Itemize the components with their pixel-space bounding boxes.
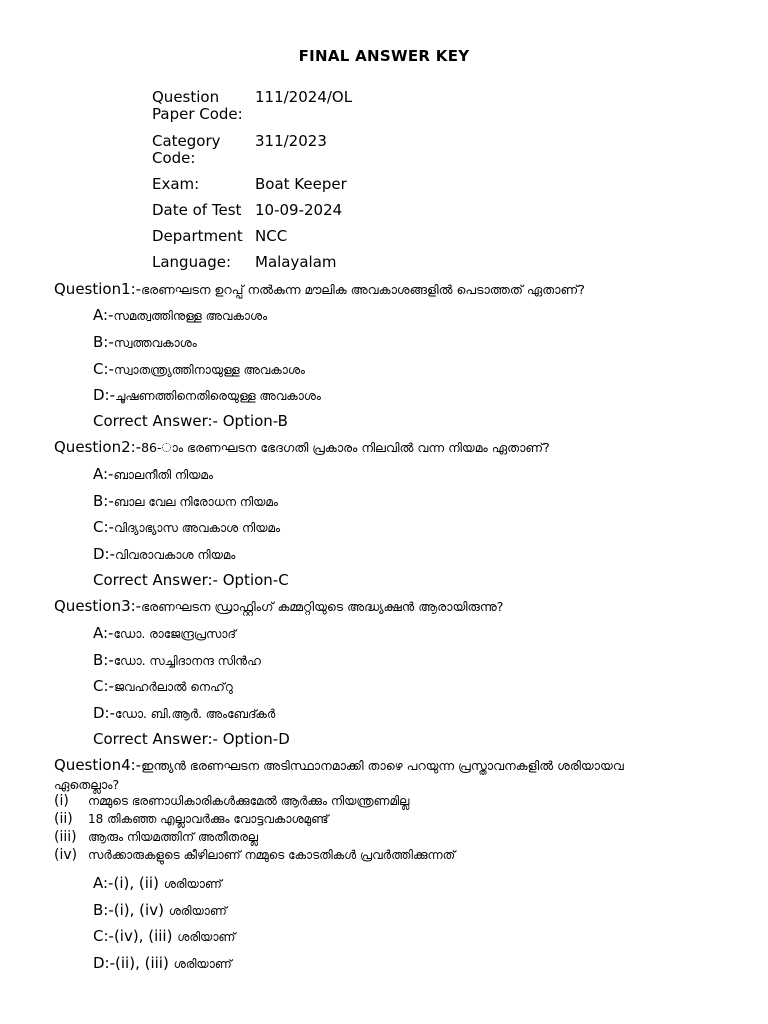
meta-value: Malayalam	[255, 253, 337, 271]
option-prefix: B:-	[93, 901, 114, 919]
option-prefix: C:-	[93, 518, 114, 536]
question-text: 86-ാം ഭരണഘടന ഭേദഗതി പ്രകാരം നിലവിൽ വന്ന നിയമം ഏതാണ്?	[141, 440, 550, 455]
option-text: ഡോ. രാജേന്ദ്രപ്രസാദ്	[113, 627, 236, 641]
question-text: ഭരണഘടന ഡ്രാഫ്റ്റിംഗ് കമ്മറ്റിയുടെ അദ്ധ്യക്ഷൻ ആരായിരുന്നു?	[141, 599, 504, 614]
correct-answer: Correct Answer:- Option-B	[93, 412, 288, 430]
option-text: ജവഹർലാൽ നെഹ്‌റു	[113, 680, 233, 694]
option-d	[93, 954, 232, 972]
option-text: ശരിയാണ്	[177, 930, 236, 944]
meta-label: Category Code:	[152, 132, 221, 167]
statement-number: (ii)	[54, 811, 73, 827]
question-prefix: Question2:-	[54, 438, 142, 456]
option-label: (iv), (iii)	[113, 927, 173, 945]
question-4-line2	[54, 775, 119, 794]
meta-label: Question Paper Code:	[152, 88, 243, 123]
statement-text: 18 തികഞ്ഞ എല്ലാവർക്കും വോട്ടവകാശമുണ്ട്	[88, 812, 329, 826]
meta-value: 311/2023	[255, 132, 327, 150]
page-title: FINAL ANSWER KEY	[298, 47, 470, 65]
option-d	[93, 386, 321, 404]
statement-number: (iii)	[54, 829, 77, 845]
meta-value: NCC	[255, 227, 288, 245]
option-a	[93, 874, 222, 892]
meta-label: Department	[152, 227, 243, 245]
question-text: ഭരണഘടന ഉറപ്പ് നൽകുന്ന മൗലിക അവകാശങ്ങളിൽ പെടാത്തത് ഏതാണ്?	[141, 282, 585, 297]
option-text: സമത്വത്തിനുള്ള അവകാശം	[113, 309, 268, 323]
question-prefix: Question1:-	[54, 280, 142, 298]
option-prefix: B:-	[93, 492, 114, 510]
option-prefix: A:-	[93, 874, 114, 892]
option-prefix: A:-	[93, 465, 114, 483]
question-text: ഏതെല്ലാം?	[54, 777, 120, 792]
option-d	[93, 704, 275, 722]
option-text: വിദ്യാഭ്യാസ അവകാശ നിയമം	[113, 521, 281, 535]
option-b	[93, 492, 278, 510]
option-a	[93, 465, 213, 483]
option-b	[93, 333, 197, 351]
meta-value: Boat Keeper	[255, 175, 347, 193]
option-prefix: B:-	[93, 333, 114, 351]
option-label: (i), (ii)	[113, 874, 159, 892]
question-3	[54, 597, 503, 616]
option-prefix: A:-	[93, 624, 114, 642]
option-prefix: D:-	[93, 954, 116, 972]
statement-iii	[54, 829, 258, 845]
meta-label: Exam:	[152, 175, 200, 193]
option-prefix: D:-	[93, 545, 116, 563]
option-prefix: B:-	[93, 651, 114, 669]
option-prefix: C:-	[93, 927, 114, 945]
option-c	[93, 518, 280, 536]
option-text: ശരിയാണ്	[163, 877, 222, 891]
statement-text: സർക്കാരുകളുടെ കീഴിലാണ് നമ്മുടെ കോടതികൾ പ്രവർത്തിക്കുന്നത്	[88, 848, 456, 862]
option-label: (i), (iv)	[113, 901, 164, 919]
statement-number: (i)	[54, 793, 69, 809]
option-prefix: C:-	[93, 360, 114, 378]
meta-label: Language:	[152, 253, 232, 271]
option-text: ശരിയാണ്	[173, 957, 232, 971]
option-text: സ്വത്തവകാശം	[113, 336, 197, 350]
option-text: ഡോ. സച്ചിദാനന്ദ സിൻഹ	[113, 654, 261, 668]
option-text: ബാലനീതി നിയമം	[113, 468, 213, 482]
option-d	[93, 545, 235, 563]
option-c	[93, 360, 305, 378]
option-text: ശരിയാണ്	[168, 904, 227, 918]
option-prefix: A:-	[93, 306, 114, 324]
option-text: വിവരാവകാശ നിയമം	[115, 548, 236, 562]
option-text: ചൂഷണത്തിനെതിരെയുള്ള അവകാശം	[115, 389, 321, 403]
question-prefix: Question4:-	[54, 756, 142, 774]
correct-answer: Correct Answer:- Option-C	[93, 571, 289, 589]
option-prefix: D:-	[93, 386, 116, 404]
option-label: (ii), (iii)	[115, 954, 169, 972]
correct-answer: Correct Answer:- Option-D	[93, 730, 290, 748]
option-c	[93, 677, 233, 695]
meta-value: 111/2024/OL	[255, 88, 353, 106]
option-prefix: C:-	[93, 677, 114, 695]
option-text: സ്വാതന്ത്ര്യത്തിനായുള്ള അവകാശം	[113, 363, 305, 377]
statement-number: (iv)	[54, 847, 78, 863]
question-2	[54, 438, 550, 457]
option-a	[93, 306, 267, 324]
statement-ii	[54, 811, 328, 827]
statement-text: ആരും നിയമത്തിന് അതീതരല്ല	[88, 830, 259, 844]
question-text: ഇന്ത്യൻ ഭരണഘടന അടിസ്ഥാനമാക്കി താഴെ പറയുന്ന പ്രസ്താവനകളിൽ ശരിയായവ	[141, 758, 624, 773]
statement-i	[54, 793, 409, 809]
question-prefix: Question3:-	[54, 597, 142, 615]
statement-iv	[54, 847, 455, 863]
option-b	[93, 901, 227, 919]
statement-text: നമ്മുടെ ഭരണാധികാരികൾക്കുമേൽ ആർക്കും നിയന്ത്രണമില്ല	[88, 794, 410, 808]
option-a	[93, 624, 236, 642]
option-prefix: D:-	[93, 704, 116, 722]
option-text: ഡോ. ബി.ആർ. അംബേദ്കർ	[115, 707, 276, 721]
meta-label: Date of Test	[152, 201, 242, 219]
question-4	[54, 756, 624, 775]
option-b	[93, 651, 261, 669]
option-c	[93, 927, 235, 945]
meta-value: 10-09-2024	[255, 201, 343, 219]
option-text: ബാല വേല നിരോധന നിയമം	[113, 495, 278, 509]
question-1	[54, 280, 585, 299]
